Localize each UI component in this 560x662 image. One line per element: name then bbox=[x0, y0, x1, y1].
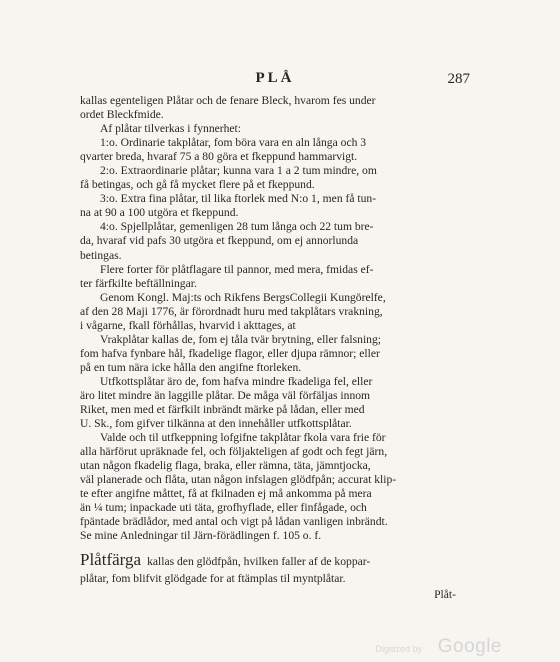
paragraph-ordinance bbox=[80, 291, 456, 333]
text-line: Valde och til utfkeppning lofgifne takplåtar fkola vara frie för bbox=[100, 431, 386, 445]
catchword: Plåt- bbox=[434, 587, 456, 601]
watermark-caption: Digitized by bbox=[375, 644, 422, 654]
page-number: 287 bbox=[447, 71, 470, 87]
text-line: U. Sk., fom gifver tilkänna at den innehåller utfkottsplåtar. bbox=[80, 417, 352, 431]
text-line: Flere forter för plåtflagare til pannor, med mera, fmidas ef- bbox=[100, 262, 374, 276]
text-line: na at 90 a 100 utgöra et fkeppund. bbox=[80, 206, 239, 220]
text-line: få betingas, och gå få mycket flere på et fkeppund. bbox=[80, 178, 315, 192]
entry-platfarga bbox=[80, 549, 456, 601]
text-line: väl planerade och flåta, utan någon infslagen glödfpån; accurat klip- bbox=[80, 473, 397, 487]
running-head: PLÅ bbox=[255, 70, 295, 86]
text-line: fpäntade brädlådor, med antal och vigt på lådan vanligen inbrändt. bbox=[80, 515, 388, 529]
text-line: Af plåtar tilverkas i fynnerhet: bbox=[100, 122, 242, 136]
entry-definition-start: kallas den glödfpån, hvilken faller af de koppar- bbox=[147, 554, 371, 568]
entry-first-line bbox=[80, 550, 456, 572]
text-line: äro litet mindre än laggille plåtar. De måga väl förfäljas innom bbox=[80, 388, 371, 402]
text-line: Se mine Anledningar til Järn-förädlingen f. 105 o. f. bbox=[80, 529, 322, 543]
text-line: utan någon fkadelig flaga, braka, eller rämna, täta, jämntjocka, bbox=[80, 459, 371, 473]
paragraph-list-intro bbox=[80, 122, 456, 136]
page-body bbox=[80, 94, 456, 601]
text-line: 1:o. Ordinarie takplåtar, fom böra vara en aln långa och 3 bbox=[100, 136, 367, 150]
text-line: af den 28 Maji 1776, är förordnadt huru med takplåtars vrakning, bbox=[80, 304, 383, 318]
entry-headword: Plåtfärga bbox=[80, 549, 142, 569]
text-line: betingas. bbox=[80, 248, 122, 262]
text-line: än ¼ tum; inpackade uti täta, grofhyflade, eller finfågade, och bbox=[80, 501, 367, 515]
text-line: Vrakplåtar kallas de, fom ej tåla tvär brytning, eller falsning; bbox=[100, 332, 381, 346]
text-line: Utfkottsplåtar äro de, fom hafva mindre fkadeliga fel, eller bbox=[100, 374, 373, 388]
text-line: da, hvaraf vid pafs 30 utgöra et fkeppund, om ej annorlunda bbox=[80, 234, 359, 248]
page-header bbox=[80, 70, 470, 88]
text-line: plåtar, fom blifvit glödgade for at ftämplas til myntplåtar. bbox=[80, 571, 346, 585]
text-line: te efter angifne måttet, få at fkilnaden ej må ankomma på mera bbox=[80, 487, 372, 501]
text-line: 2:o. Extraordinarie plåtar; kunna vara 1 a 2 tum mindre, om bbox=[100, 164, 377, 178]
paragraph-item-4 bbox=[80, 220, 456, 262]
text-line: i vågarne, fkall förhållas, hvarvid i akttages, at bbox=[80, 318, 296, 332]
text-line: Genom Kongl. Maj:ts och Rikfens BergsCollegii Kungörelfe, bbox=[100, 290, 386, 304]
text-line: ter färfkilte beftällningar. bbox=[80, 276, 197, 290]
paragraph-vrakplatar bbox=[80, 333, 456, 375]
paragraph-valde bbox=[80, 431, 456, 543]
paragraph-item-2 bbox=[80, 164, 456, 192]
paragraph-intro bbox=[80, 94, 456, 122]
text-line: på en tum nära icke hålla den angifne ftorleken. bbox=[80, 360, 302, 374]
text-line: 3:o. Extra fina plåtar, til lika ftorlek med N:o 1, men få tun- bbox=[100, 192, 377, 206]
paragraph-other-sorts bbox=[80, 263, 456, 291]
google-watermark: Google bbox=[437, 636, 502, 657]
text-line: fom hafva fynbare hål, fkadelige flagor, eller djupa rämnor; eller bbox=[80, 346, 380, 360]
paragraph-item-3 bbox=[80, 192, 456, 220]
paragraph-utskottsplatar bbox=[80, 375, 456, 431]
text-line: alla härförut upräknade fel, och följakteligen af godt och fegt järn, bbox=[80, 445, 388, 459]
text-line: kallas egenteligen Plåtar och de fenare Bleck, hvarom fes under bbox=[80, 94, 376, 107]
text-line: qvarter breda, hvaraf 75 a 80 göra et fkeppund hammarvigt. bbox=[80, 150, 358, 164]
text-line: Riket, men med et färfkilt inbrändt märke på lådan, eller med bbox=[80, 403, 365, 417]
paragraph-item-1 bbox=[80, 136, 456, 164]
text-line: ordet Bleckfmide. bbox=[80, 108, 164, 122]
text-line: 4:o. Spjellplåtar, gemenligen 28 tum långa och 22 tum bre- bbox=[100, 220, 374, 234]
